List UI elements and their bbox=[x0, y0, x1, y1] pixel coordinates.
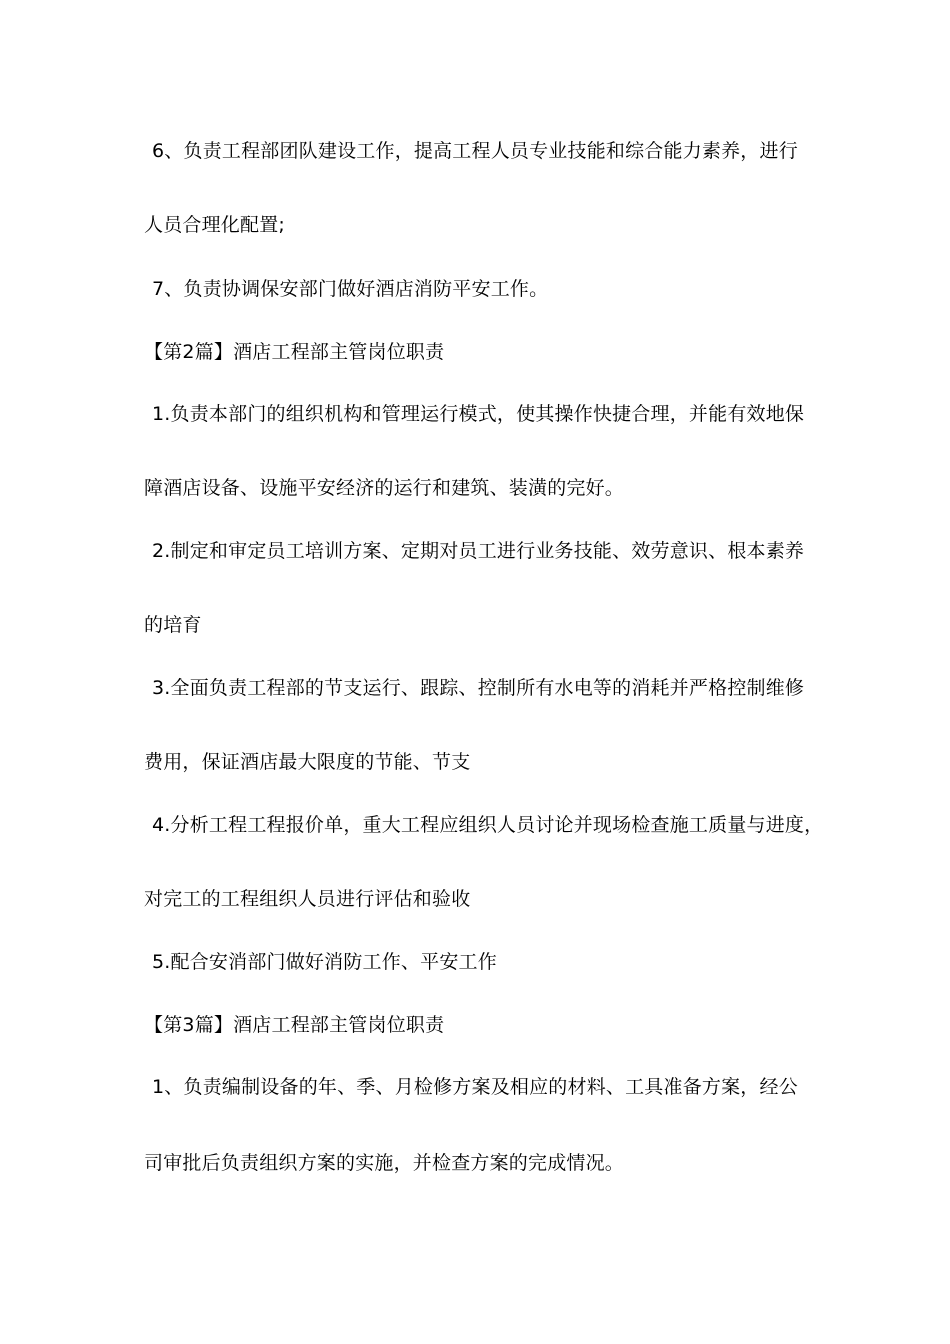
item-1-line-1: 1.负责本部门的组织机构和管理运行模式，使其操作快捷合理，并能有效地保 bbox=[152, 403, 805, 425]
item-4-line-1: 4.分析工程工程报价单，重大工程应组织人员讨论并现场检查施工质量与进度， bbox=[152, 814, 824, 836]
item-3-1-line-2: 司审批后负责组织方案的实施，并检查方案的完成情况。 bbox=[144, 1152, 625, 1174]
item-3-line-1: 3.全面负责工程部的节支运行、跟踪、控制所有水电等的消耗并严格控制维修 bbox=[152, 677, 805, 699]
item-2-line-1: 2.制定和审定员工培训方案、定期对员工进行业务技能、效劳意识、根本素养 bbox=[152, 540, 805, 562]
section-heading-3: 【第3篇】酒店工程部主管岗位职责 bbox=[144, 1014, 445, 1036]
item-1-line-2: 障酒店设备、设施平安经济的运行和建筑、装潢的完好。 bbox=[144, 477, 625, 499]
item-3-1-line-1: 1、负责编制设备的年、季、月检修方案及相应的材料、工具准备方案，经公 bbox=[152, 1076, 798, 1098]
item-3-line-2: 费用，保证酒店最大限度的节能、节支 bbox=[144, 751, 471, 773]
item-5: 5.配合安消部门做好消防工作、平安工作 bbox=[152, 951, 497, 973]
paragraph-6-line-1: 6、负责工程部团队建设工作，提高工程人员专业技能和综合能力素养，进行 bbox=[152, 140, 798, 162]
item-2-line-2: 的培育 bbox=[144, 614, 202, 636]
item-4-line-2: 对完工的工程组织人员进行评估和验收 bbox=[144, 888, 471, 910]
paragraph-7: 7、负责协调保安部门做好酒店消防平安工作。 bbox=[152, 278, 549, 300]
paragraph-6-line-2: 人员合理化配置; bbox=[144, 214, 286, 236]
section-heading-2: 【第2篇】酒店工程部主管岗位职责 bbox=[144, 341, 445, 363]
